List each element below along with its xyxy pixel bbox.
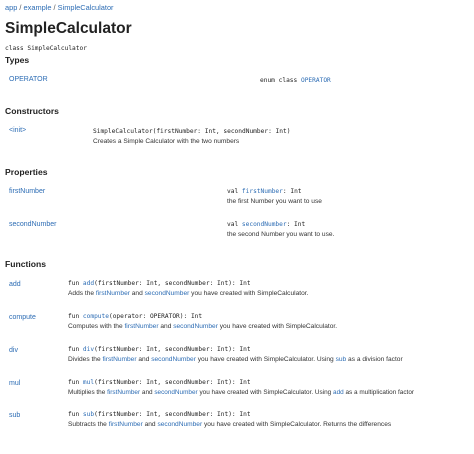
section-heading-constructors: Constructors: [5, 106, 59, 116]
desc-text: Computes with the: [68, 323, 125, 330]
property-signature: [227, 221, 305, 228]
signature-keyword: val: [227, 188, 242, 195]
desc-link[interactable]: secondNumber: [154, 389, 198, 396]
constructor-signature: SimpleCalculator(firstNumber: Int, secondNumber: Int): [93, 128, 291, 135]
class-signature: class SimpleCalculator: [5, 45, 87, 52]
desc-text: you have created with SimpleCalculator. Using: [197, 389, 334, 396]
breadcrumb-link-app[interactable]: app: [5, 3, 18, 12]
property-description: the second Number you want to use.: [227, 231, 335, 238]
function-link-div[interactable]: div: [9, 347, 18, 354]
desc-text: as a multiplication factor: [343, 389, 415, 396]
signature-type: : Int: [282, 188, 302, 195]
signature-name-link[interactable]: compute: [82, 313, 109, 320]
function-link-compute[interactable]: compute: [9, 314, 36, 321]
signature-name-link[interactable]: div: [82, 346, 95, 353]
desc-link[interactable]: secondNumber: [151, 356, 196, 363]
function-signature: [68, 280, 251, 287]
desc-text: you have created with SimpleCalculator.: [189, 290, 309, 297]
function-description: [68, 421, 391, 428]
signature-name-link[interactable]: firstNumber: [241, 188, 283, 195]
type-link-operator[interactable]: OPERATOR: [9, 76, 48, 83]
desc-link[interactable]: firstNumber: [95, 290, 130, 297]
desc-text: you have created with SimpleCalculator.: [217, 323, 338, 330]
constructor-link-init[interactable]: <init>: [9, 127, 27, 134]
constructor-description: Creates a Simple Calculator with the two numbers: [93, 138, 240, 145]
function-description: [68, 389, 414, 396]
signature-name-link[interactable]: secondNumber: [241, 221, 287, 228]
desc-text: you have created with SimpleCalculator. Returns the differences: [202, 421, 392, 428]
signature-name-link[interactable]: add: [82, 280, 95, 287]
signature-name-link[interactable]: sub: [82, 411, 95, 418]
desc-text: Divides the: [68, 356, 103, 363]
desc-link[interactable]: firstNumber: [102, 356, 137, 363]
function-signature: [68, 313, 202, 320]
function-signature: [68, 411, 251, 418]
breadcrumb: [5, 3, 114, 12]
signature-params: (firstNumber: Int, secondNumber: Int): Int: [94, 411, 251, 418]
section-heading-properties: Properties: [5, 167, 48, 177]
signature-keyword: fun: [68, 313, 83, 320]
type-signature: [260, 77, 331, 84]
property-link-secondnumber[interactable]: secondNumber: [9, 221, 57, 228]
property-signature: [227, 188, 302, 195]
function-link-mul[interactable]: mul: [9, 380, 21, 387]
desc-text: Multiplies the: [68, 389, 108, 396]
breadcrumb-separator: /: [53, 3, 56, 12]
property-description: the first Number you want to use: [227, 198, 322, 205]
section-heading-functions: Functions: [5, 259, 47, 269]
desc-link[interactable]: firstNumber: [107, 389, 141, 396]
desc-text: as a division factor: [346, 356, 403, 363]
desc-link[interactable]: secondNumber: [173, 323, 218, 330]
function-description: [68, 290, 308, 297]
property-link-firstnumber[interactable]: firstNumber: [9, 188, 46, 195]
signature-keyword: fun: [68, 411, 83, 418]
signature-keyword: val: [227, 221, 242, 228]
desc-text: and: [158, 323, 174, 330]
desc-text: and: [136, 356, 152, 363]
desc-link[interactable]: secondNumber: [157, 421, 203, 428]
desc-text: Adds the: [68, 290, 96, 297]
desc-text: and: [129, 290, 145, 297]
breadcrumb-link-example[interactable]: example: [23, 3, 52, 12]
function-link-add[interactable]: add: [9, 281, 21, 288]
function-signature: [68, 379, 251, 386]
desc-link[interactable]: sub: [335, 356, 347, 363]
signature-params: (operator: OPERATOR): Int: [108, 313, 203, 320]
desc-link[interactable]: firstNumber: [124, 323, 159, 330]
function-description: [68, 323, 337, 330]
page-title: SimpleCalculator: [5, 20, 132, 37]
desc-text: and: [140, 389, 155, 396]
desc-text: and: [142, 421, 158, 428]
function-description: [68, 356, 403, 363]
signature-params: (firstNumber: Int, secondNumber: Int): Int: [94, 280, 251, 287]
breadcrumb-link-simplecalculator[interactable]: SimpleCalculator: [57, 3, 114, 12]
desc-text: Subtracts the: [68, 421, 109, 428]
desc-link[interactable]: secondNumber: [144, 290, 190, 297]
signature-params: (firstNumber: Int, secondNumber: Int): Int: [94, 379, 251, 386]
signature-name-link[interactable]: mul: [82, 379, 95, 386]
desc-text: you have created with SimpleCalculator. Using: [195, 356, 336, 363]
signature-type-link[interactable]: OPERATOR: [300, 77, 331, 84]
desc-link[interactable]: firstNumber: [108, 421, 143, 428]
signature-keyword: fun: [68, 280, 83, 287]
signature-keyword: fun: [68, 346, 83, 353]
function-signature: [68, 346, 251, 353]
desc-link[interactable]: add: [333, 389, 344, 396]
signature-params: (firstNumber: Int, secondNumber: Int): Int: [94, 346, 251, 353]
breadcrumb-separator: /: [19, 3, 22, 12]
signature-type: : Int: [286, 221, 306, 228]
section-heading-types: Types: [5, 55, 30, 65]
signature-keyword: enum class: [260, 77, 301, 84]
signature-keyword: fun: [68, 379, 83, 386]
function-link-sub[interactable]: sub: [9, 412, 21, 419]
